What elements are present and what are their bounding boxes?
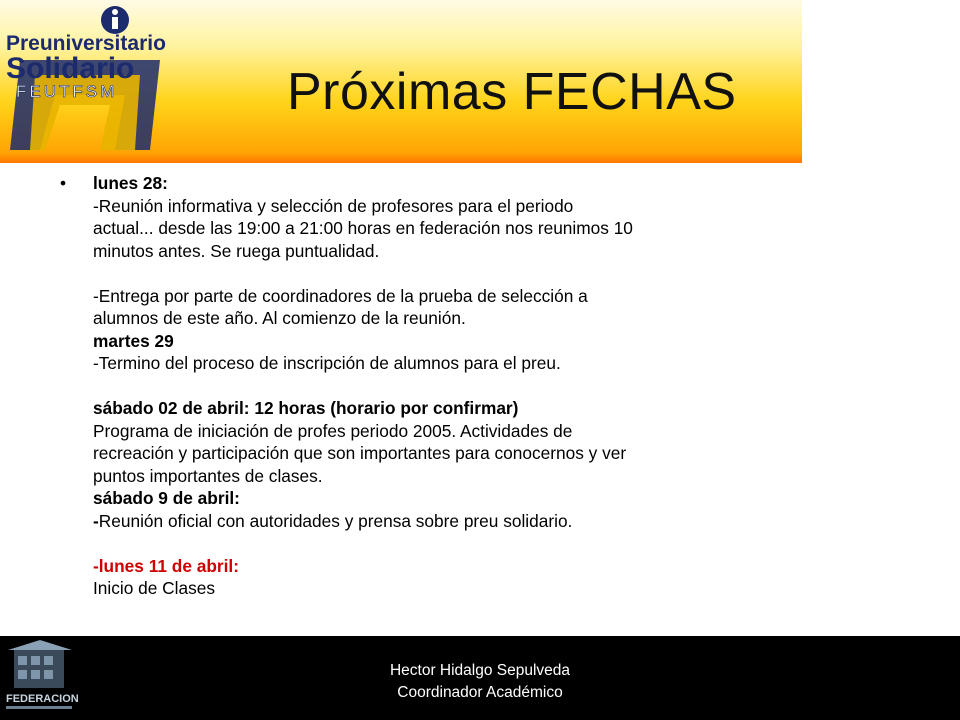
bullet-marker: • <box>60 173 67 193</box>
text-line: -Termino del proceso de inscripción de alumnos para el preu. <box>93 353 561 373</box>
date-heading-sabado-02: sábado 02 de abril: 12 horas (horario por confirmar) <box>93 398 519 418</box>
bold-dash: - <box>93 510 99 531</box>
text-line: minutos antes. Se ruega puntualidad. <box>93 240 380 261</box>
header-banner <box>0 0 802 163</box>
dates-list <box>93 172 783 600</box>
logo-text-preuniversitario: Preuniversitario <box>6 32 166 55</box>
blank-line <box>93 375 783 398</box>
text-line: recreación y participación que son importantes para conocernos y ver <box>93 443 627 463</box>
text-line <box>93 510 783 533</box>
text-line: Programa de iniciación de profes periodo 2005. Actividades de <box>93 420 573 441</box>
text-line-reunion-oficial: Reunión oficial con autoridades y prensa sobre preu solidario. <box>98 510 573 531</box>
footer-bar <box>0 636 960 720</box>
date-heading-sabado-9: sábado 9 de abril: <box>93 488 240 508</box>
page-title: Próximas FECHAS <box>287 63 737 121</box>
text-line: -Reunión informativa y selección de profesores para el periodo <box>93 195 574 216</box>
logo-text-feutfsm: FEUTFSM <box>16 82 118 101</box>
text-line: -Entrega por parte de coordinadores de la prueba de selección a <box>93 285 588 306</box>
date-heading-martes-29: martes 29 <box>93 330 174 351</box>
info-i-icon <box>101 6 129 34</box>
author-role: Coordinador Académico <box>397 684 563 701</box>
date-heading-lunes-11: -lunes 11 de abril: <box>93 555 239 576</box>
text-line: actual... desde las 19:00 a 21:00 horas en federación nos reunimos 10 <box>93 218 633 238</box>
author-name: Hector Hidalgo Sepulveda <box>389 662 571 679</box>
date-heading-lunes-28: lunes 28: <box>93 173 168 193</box>
text-line: alumnos de este año. Al comienzo de la reunión. <box>93 308 466 328</box>
preuniversitario-solidario-logo <box>0 0 170 160</box>
text-line: Inicio de Clases <box>93 578 215 598</box>
text-line: puntos importantes de clases. <box>93 465 323 486</box>
blank-line <box>93 262 783 285</box>
blank-line <box>93 532 783 555</box>
logo-text-solidario: Solidario <box>6 52 135 85</box>
federacion-logo-text: FEDERACION <box>6 693 79 705</box>
